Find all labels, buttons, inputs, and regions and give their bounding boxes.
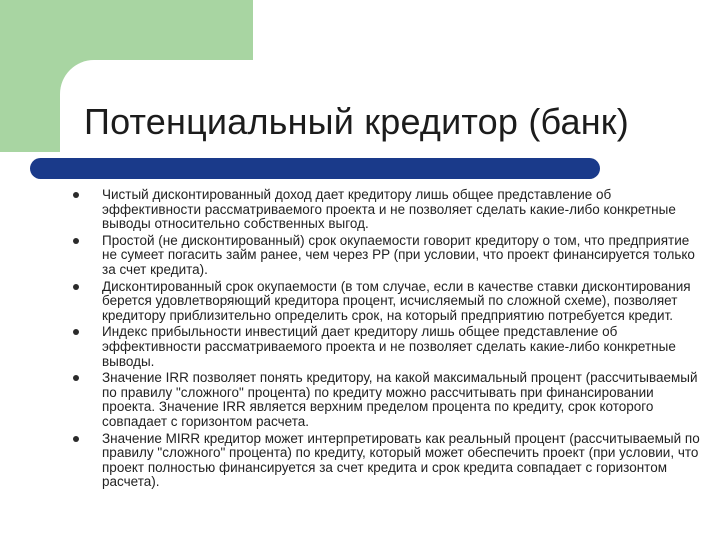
bullet-item — [72, 432, 702, 490]
bullet-text: Значение IRR позволяет понять кредитору, на какой максимальный процент (рассчитываемый по правилу "сложного" процента) по кредиту можно рассчитывать при финансировании проекта. Значение IRR является верхним пределом процента по кредиту, срок которого совпадает с горизонтом расчета. — [102, 370, 698, 429]
bullet-item — [72, 280, 702, 324]
bullet-dot-icon — [73, 375, 79, 381]
bullet-item — [72, 325, 702, 369]
bullet-text: Дисконтированный срок окупаемости (в том случае, если в качестве ставки дисконтирования берется удовлетворяющий кредитора процент, исчисляемый по сложной схеме), позволяет кредитору приблизительно определить срок, на который предприятию потребуется кредит. — [102, 278, 691, 323]
title-underline-bar — [30, 158, 600, 179]
bullet-dot-icon — [73, 192, 79, 198]
bullet-text: Чистый дисконтированный доход дает кредитору лишь общее представление об эффективности рассматриваемого проекта и не позволяет сделать какие-либо конкретные выводы относительно собственных выгод. — [102, 187, 676, 232]
bullet-item — [72, 234, 702, 278]
slide-title: Потенциальный кредитор (банк) — [84, 101, 629, 142]
bullet-item — [72, 371, 702, 429]
bullet-dot-icon — [73, 329, 79, 335]
bullet-dot-icon — [73, 436, 79, 442]
bullet-text: Значение MIRR кредитор может интерпретировать как реальный процент (рассчитываемый по правилу "сложного" процента) по кредиту, который может обеспечить проект (при условии, что проект полностью финансируется за счет кредита и срок кредита совпадает с горизонтом расчета). — [102, 430, 700, 490]
bullet-text: Простой (не дисконтированный) срок окупаемости говорит кредитору о том, что предприятие не сумеет погасить займ ранее, чем через PP (при условии, что проект финансируется только за счет кредита). — [102, 232, 695, 277]
bullet-text: Индекс прибыльности инвестиций дает кредитору лишь общее представление об эффективности рассматриваемого проекта и не позволяет сделать какие-либо конкретные выводы. — [102, 324, 676, 369]
bullet-item — [72, 188, 702, 232]
bullet-dot-icon — [73, 238, 79, 244]
bullet-dot-icon — [73, 284, 79, 290]
bullet-list — [72, 188, 702, 490]
